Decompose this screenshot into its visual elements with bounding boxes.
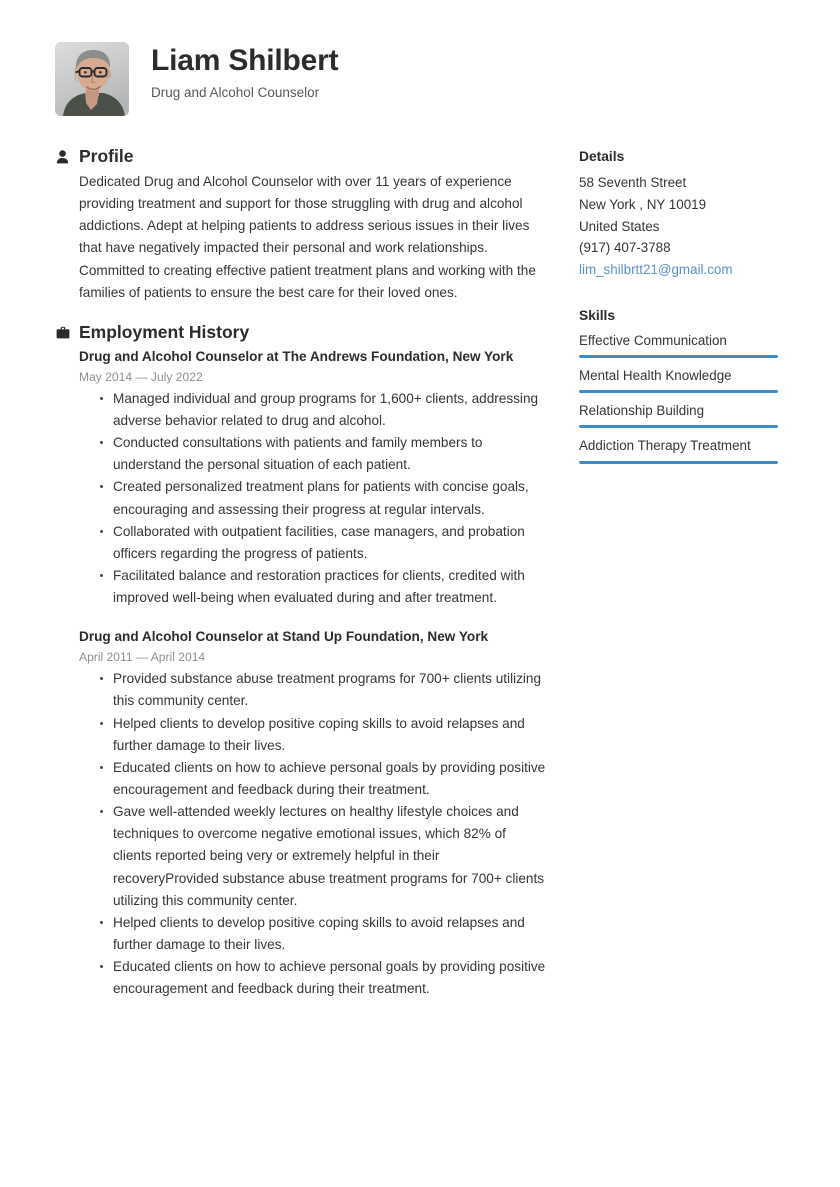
skill-item <box>579 436 784 463</box>
skill-item <box>579 401 784 428</box>
section-profile <box>55 146 547 304</box>
identity-block <box>151 42 338 101</box>
sidebar-title-skills: Skills <box>579 308 616 324</box>
job-heading: Drug and Alcohol Counselor at The Andrews Foundation, New York <box>79 348 514 364</box>
section-title-employment: Employment History <box>79 321 250 342</box>
list-item: Educated clients on how to achieve personal goals by providing positive encouragement and feedback during their treatment. <box>113 757 547 801</box>
list-item: Managed individual and group programs for 1,600+ clients, addressing adverse behavior related to drug and alcohol. <box>113 388 547 432</box>
list-item: Collaborated with outpatient facilities, case managers, and probation officers regarding the progress of patients. <box>113 521 547 565</box>
list-item: Facilitated balance and restoration practices for clients, credited with improved well-being when evaluated during and after treatment. <box>113 565 547 609</box>
employment-heading <box>55 322 547 343</box>
list-item: Educated clients on how to achieve personal goals by providing positive encouragement and feedback during their treatment. <box>113 956 547 1000</box>
profile-text: Dedicated Drug and Alcohol Counselor with over 11 years of experience providing treatment and support for those struggling with drug and alcohol addictions. Adept at helping patients to address serious issues in their lives that have negatively impacted their personal and work relationships. Committed to creating effective patient treatment plans and working with the families of patients to ensure the best care for their loved ones. <box>79 174 536 300</box>
details-block <box>579 148 784 281</box>
detail-country: United States <box>579 218 660 234</box>
briefcase-icon <box>55 324 70 341</box>
job-dates: April 2011 — April 2014 <box>79 650 206 665</box>
profile-body <box>55 171 547 304</box>
list-item: Created personalized treatment plans for patients with concise goals, encouraging and assessing their progress at regular intervals. <box>113 476 547 520</box>
list-item: Helped clients to develop positive coping skills to avoid relapses and further damage to their lives. <box>113 912 547 956</box>
skill-level-track <box>579 355 778 358</box>
skill-item <box>579 366 784 393</box>
list-item: Conducted consultations with patients and family members to understand the personal situation of each patient. <box>113 432 547 476</box>
sidebar-title-details: Details <box>579 149 625 164</box>
detail-email-link[interactable]: lim_shilbrtt21@gmail.com <box>579 262 733 278</box>
skill-level-track <box>579 461 778 464</box>
avatar <box>55 42 129 116</box>
employment-entry <box>79 627 547 1000</box>
profile-photo-icon <box>55 42 129 116</box>
skill-item <box>579 331 784 358</box>
detail-address-line-1: 58 Seventh Street <box>579 174 687 190</box>
resume-header <box>55 42 785 116</box>
job-bullets <box>79 388 547 610</box>
employment-body <box>55 347 547 1001</box>
skill-label: Addiction Therapy Treatment <box>579 438 751 454</box>
skill-level-fill <box>579 355 778 358</box>
resume-columns <box>55 146 785 1019</box>
skill-level-fill <box>579 461 778 464</box>
employment-entry <box>79 347 547 609</box>
skills-block <box>579 307 784 463</box>
list-item: Gave well-attended weekly lectures on healthy lifestyle choices and techniques to overcome negative emotional issues, which 82% of clients reported being very or extremely helpful in their recoveryProvided substance abuse treatment programs for 700+ clients utilizing this community center. <box>113 801 547 912</box>
skill-level-track <box>579 390 778 393</box>
list-item: Helped clients to develop positive coping skills to avoid relapses and further damage to their lives. <box>113 713 547 757</box>
section-title-profile: Profile <box>79 146 134 166</box>
job-dates: May 2014 — July 2022 <box>79 369 203 384</box>
job-bullets <box>79 668 547 1000</box>
sidebar <box>579 146 784 490</box>
person-icon <box>55 148 70 165</box>
header-job-title: Drug and Alcohol Counselor <box>151 85 320 100</box>
profile-heading <box>55 146 547 167</box>
list-item: Provided substance abuse treatment programs for 700+ clients utilizing this community center. <box>113 668 547 712</box>
skill-level-track <box>579 425 778 428</box>
skill-label: Effective Communication <box>579 333 727 349</box>
section-employment <box>55 322 547 1001</box>
skill-level-fill <box>579 390 778 393</box>
detail-phone: (917) 407-3788 <box>579 240 671 256</box>
skill-label: Relationship Building <box>579 403 705 419</box>
page-title: Liam Shilbert <box>151 44 339 77</box>
job-heading: Drug and Alcohol Counselor at Stand Up Foundation, New York <box>79 629 489 645</box>
skill-level-fill <box>579 425 778 428</box>
detail-address-line-2: New York , NY 10019 <box>579 196 707 212</box>
main-column <box>55 146 547 1019</box>
skill-label: Mental Health Knowledge <box>579 368 732 384</box>
